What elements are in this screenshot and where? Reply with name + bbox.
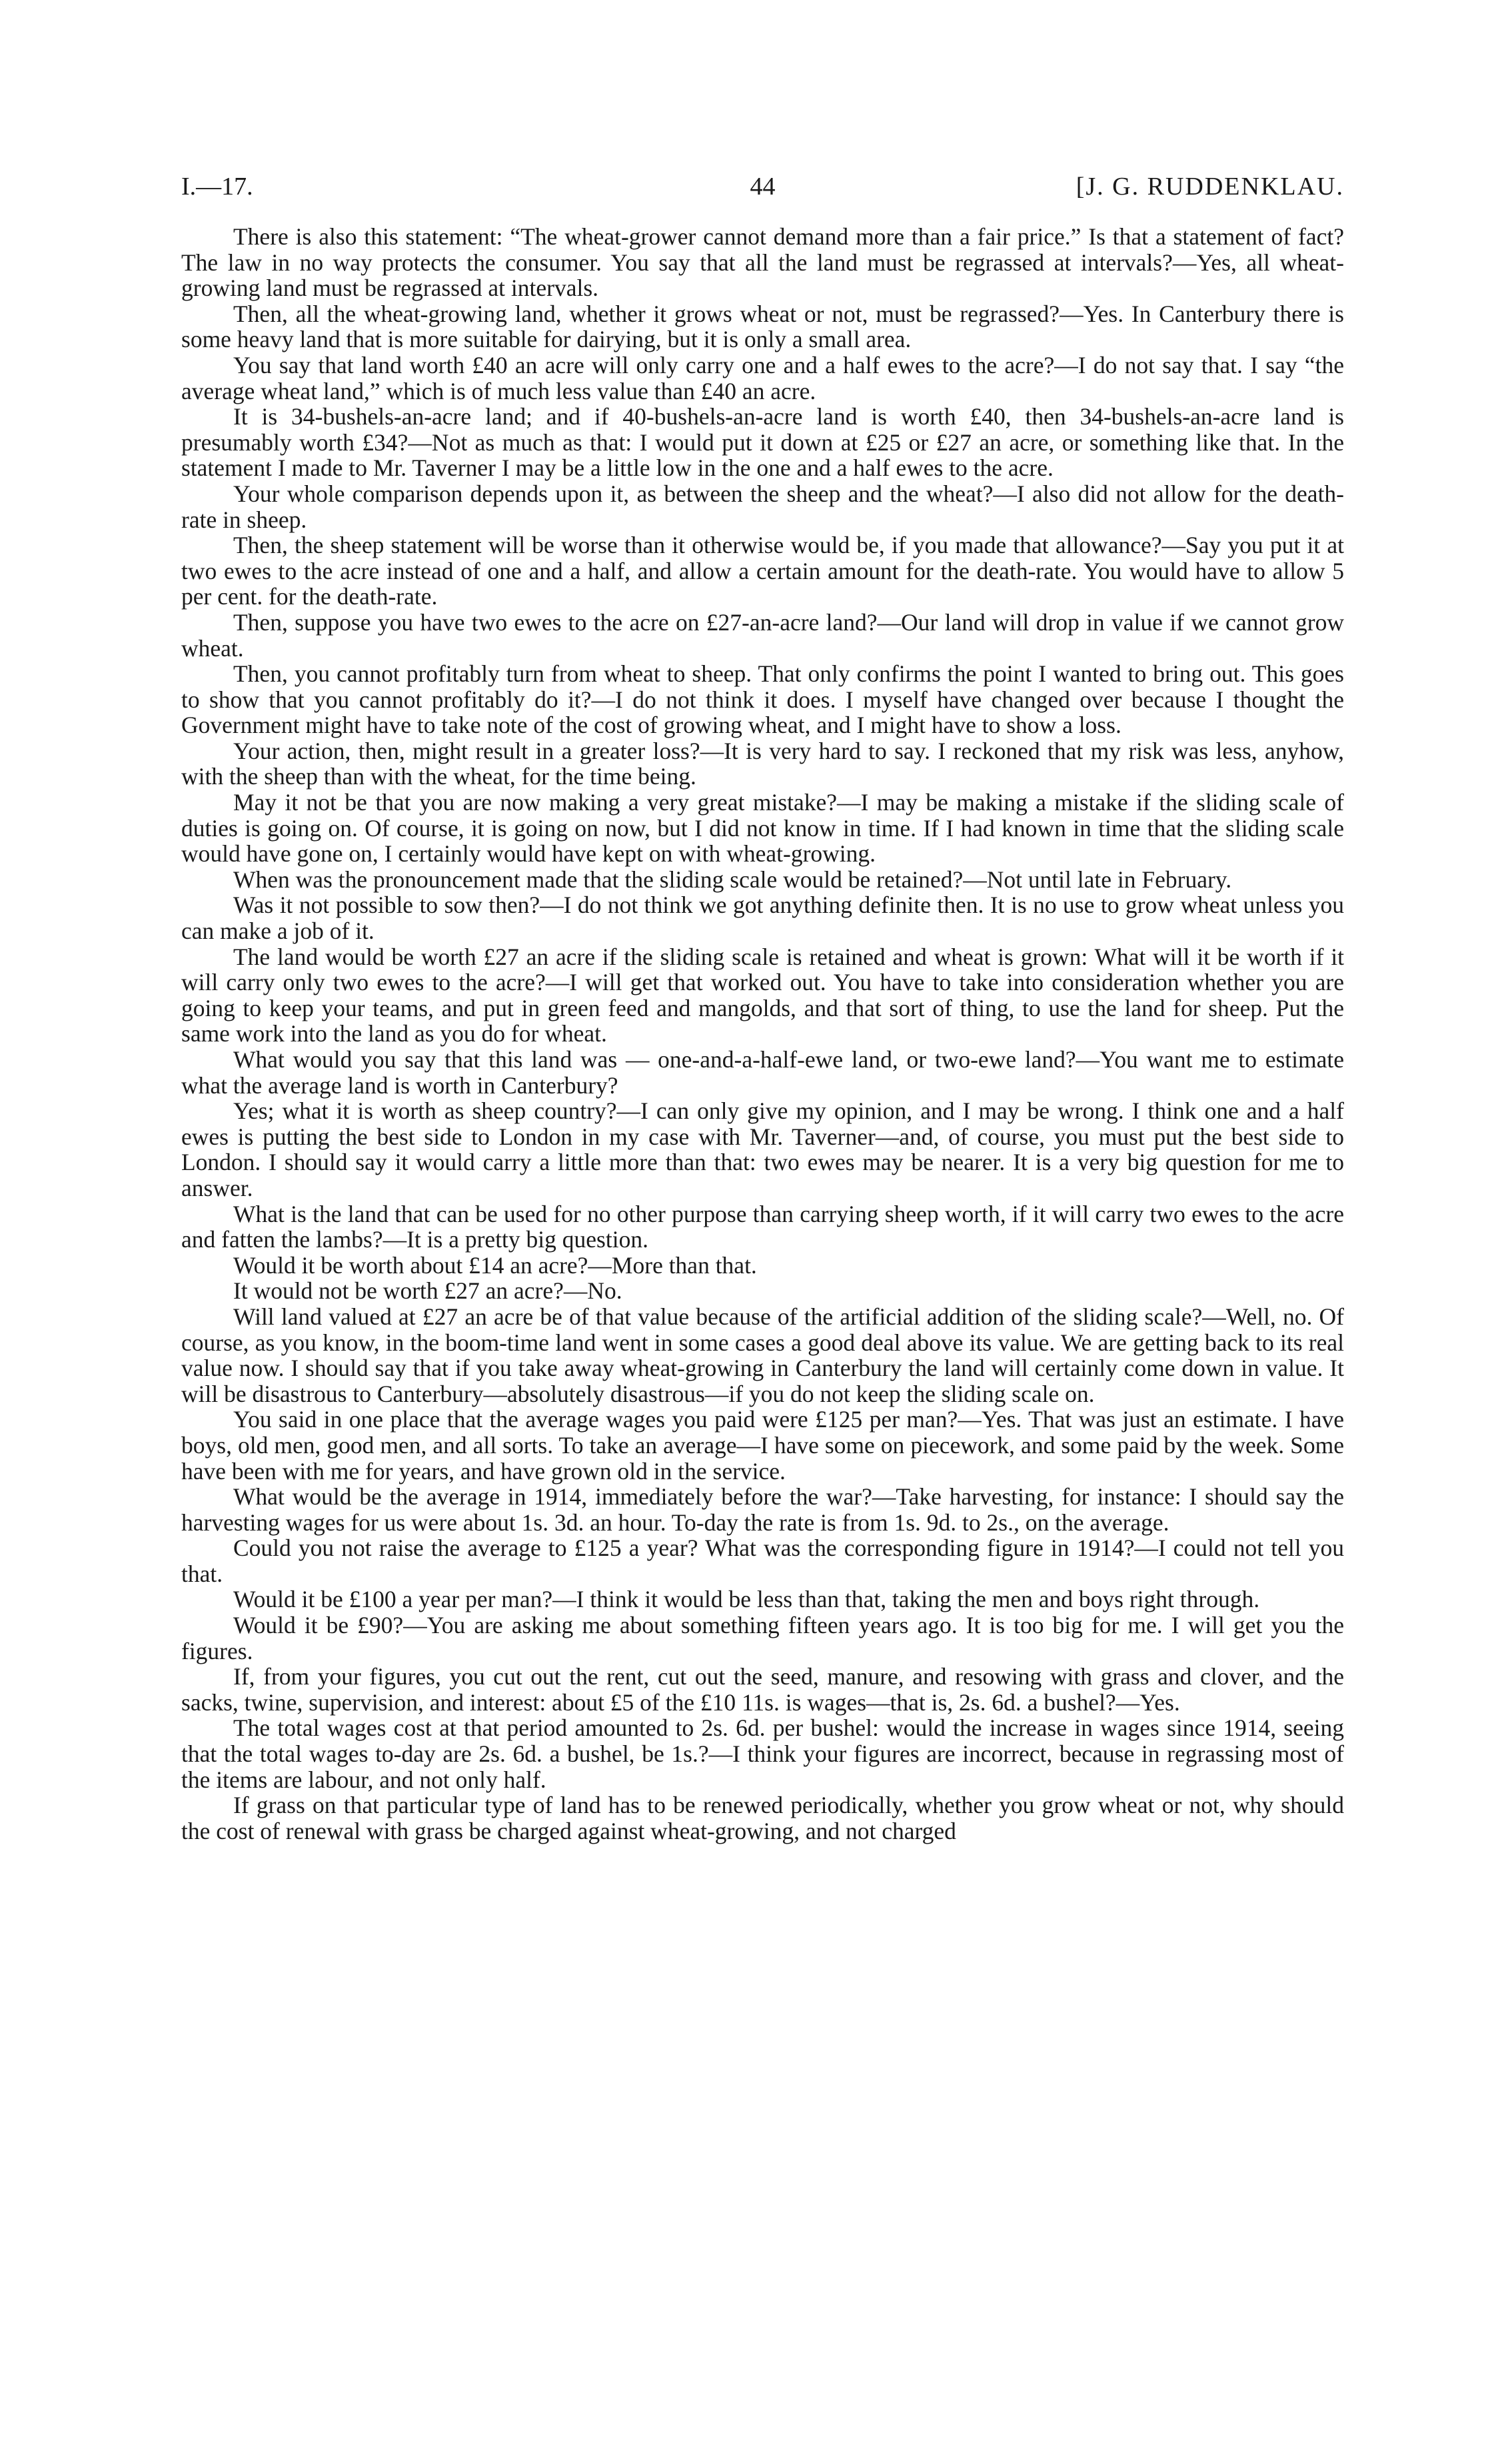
- paragraph: What would be the average in 1914, immediately before the war?—Take harvesting, for instance: I should say the harvesting wages for us were about 1s. 3d. an hour. To-day the rate is from 1s. 9d. to 2s., on the average.: [181, 1483, 1344, 1536]
- paragraph: If, from your figures, you cut out the rent, cut out the seed, manure, and resowing with grass and clover, and the sacks, twine, supervision, and interest: about £5 of the £10 11s. is wages—that is, 2s. 6d. a bushel?—Yes.: [181, 1663, 1344, 1716]
- paragraph: Could you not raise the average to £125 a year? What was the corresponding figure in 1914?—I could not tell you that.: [181, 1535, 1344, 1587]
- paragraph: Would it be £100 a year per man?—I think it would be less than that, taking the men and boys right through.: [233, 1586, 1260, 1613]
- witness-name: [J. G. RUDDENKLAU.: [1076, 173, 1344, 201]
- paragraph: Then, you cannot profitably turn from wheat to sheep. That only confirms the point I wanted to bring out. This goes to show that you cannot profitably do it?—I do not think it does. I myself have changed over because I thought the Government might have to take note of the cost of growing wheat, and I might have to show a loss.: [181, 660, 1344, 739]
- running-head: [181, 167, 1344, 207]
- paragraph: Would it be worth about £14 an acre?—More than that.: [233, 1251, 757, 1279]
- paragraph: It would not be worth £27 an acre?—No.: [233, 1277, 622, 1305]
- paragraph: Then, the sheep statement will be worse than it otherwise would be, if you made that allowance?—Say you put it at two ewes to the acre instead of one and a half, and allow a certain amount for the death-rate. You would have to allow 5 per cent. for the death-rate.: [181, 532, 1344, 610]
- paragraph: Yes; what it is worth as sheep country?—I can only give my opinion, and I may be wrong. I think one and a half ewes is putting the best side to London in my case with Mr. Taverner—and, of course, you must put the best side to London. I should say it would carry a little more than that: two ewes may be nearer. It is a very big question for me to answer.: [181, 1097, 1344, 1201]
- paragraph: Will land valued at £27 an acre be of that value because of the artificial addition of the sliding scale?—Well, no. Of course, as you know, in the boom-time land went in some cases a good deal above its value. We are getting back to its real value now. I should say that if you take away wheat-growing in Canterbury the land will certainly come down in value. It will be disastrous to Canterbury—absolutely disastrous—if you do not keep the sliding scale on.: [181, 1303, 1344, 1407]
- paragraph: Your whole comparison depends upon it, as between the sheep and the wheat?—I also did not allow for the death-rate in sheep.: [181, 480, 1344, 533]
- paragraph: You say that land worth £40 an acre will only carry one and a half ewes to the acre?—I do not say that. I say “the average wheat land,” which is of much less value than £40 an acre.: [181, 351, 1344, 404]
- page-number: 44: [750, 173, 776, 201]
- paragraph: Your action, then, might result in a greater loss?—It is very hard to say. I reckoned that my risk was less, anyhow, with the sheep than with the wheat, for the time being.: [181, 737, 1344, 790]
- paragraph: Would it be £90?—You are asking me about something fifteen years ago. It is too big for me. I will get you the figures.: [181, 1612, 1344, 1664]
- paragraph: When was the pronouncement made that the sliding scale would be retained?—Not until late in February.: [233, 866, 1232, 893]
- paragraph: What is the land that can be used for no other purpose than carrying sheep worth, if it will carry two ewes to the acre and fatten the lambs?—It is a pretty big question.: [181, 1200, 1344, 1253]
- paragraph: The land would be worth £27 an acre if the sliding scale is retained and wheat is grown: What will it be worth if it will carry only two ewes to the acre?—I will get that worked out. You have to take into consideration whether you are going to keep your teams, and put in green feed and mangolds, and that sort of thing, to use the land for sheep. Put the same work into the land as you do for wheat.: [181, 943, 1344, 1047]
- paragraph: There is also this statement: “The wheat-grower cannot demand more than a fair price.” Is that a statement of fact? The law in no way protects the consumer. You say that all the land must be regrassed at intervals?—Yes, all wheat-growing land must be regrassed at intervals.: [181, 223, 1344, 302]
- paragraph: What would you say that this land was — one-and-a-half-ewe land, or two-ewe land?—You want me to estimate what the average land is worth in Canterbury?: [181, 1046, 1344, 1099]
- paragraph: Then, suppose you have two ewes to the acre on £27-an-acre land?—Our land will drop in value if we cannot grow wheat.: [181, 608, 1344, 662]
- paragraph: It is 34-bushels-an-acre land; and if 40-bushels-an-acre land is worth £40, then 34-bushels-an-acre land is presumably worth £34?—Not as much as that: I would put it down at £25 or £27 an acre, or something like that. In the statement I made to Mr. Taverner I may be a little low in the one and a half ewes to the acre.: [181, 403, 1344, 482]
- paragraph: Was it not possible to sow then?—I do not think we got anything definite then. It is no use to grow wheat unless you can make a job of it.: [181, 892, 1344, 945]
- paragraph: If grass on that particular type of land has to be renewed periodically, whether you grow wheat or not, why should the cost of renewal with grass be charged against wheat-growing, and not charged: [181, 1792, 1344, 1844]
- paragraph: May it not be that you are now making a very great mistake?—I may be making a mistake if the sliding scale of duties is going on. Of course, it is going on now, but I did not know in time. If I had known in time that the sliding scale would have gone on, I certainly would have kept on with wheat-growing.: [181, 789, 1344, 868]
- paragraph: Then, all the wheat-growing land, whether it grows wheat or not, must be regrassed?—Yes. In Canterbury there is some heavy land that is more suitable for dairying, but it is only a small area.: [181, 300, 1344, 353]
- paragraph: The total wages cost at that period amounted to 2s. 6d. per bushel: would the increase in wages since 1914, seeing that the total wages to-day are 2s. 6d. a bushel, be 1s.?—I think your figures are incorrect, because in regrassing most of the items are labour, and not only half.: [181, 1714, 1344, 1793]
- report-reference: I.—17.: [181, 173, 253, 201]
- paragraph: You said in one place that the average wages you paid were £125 per man?—Yes. That was just an estimate. I have boys, old men, good men, and all sorts. To take an average—I have some on piecework, and some paid by the week. Some have been with me for years, and have grown old in the service.: [181, 1406, 1344, 1485]
- body-text: [181, 224, 1344, 1844]
